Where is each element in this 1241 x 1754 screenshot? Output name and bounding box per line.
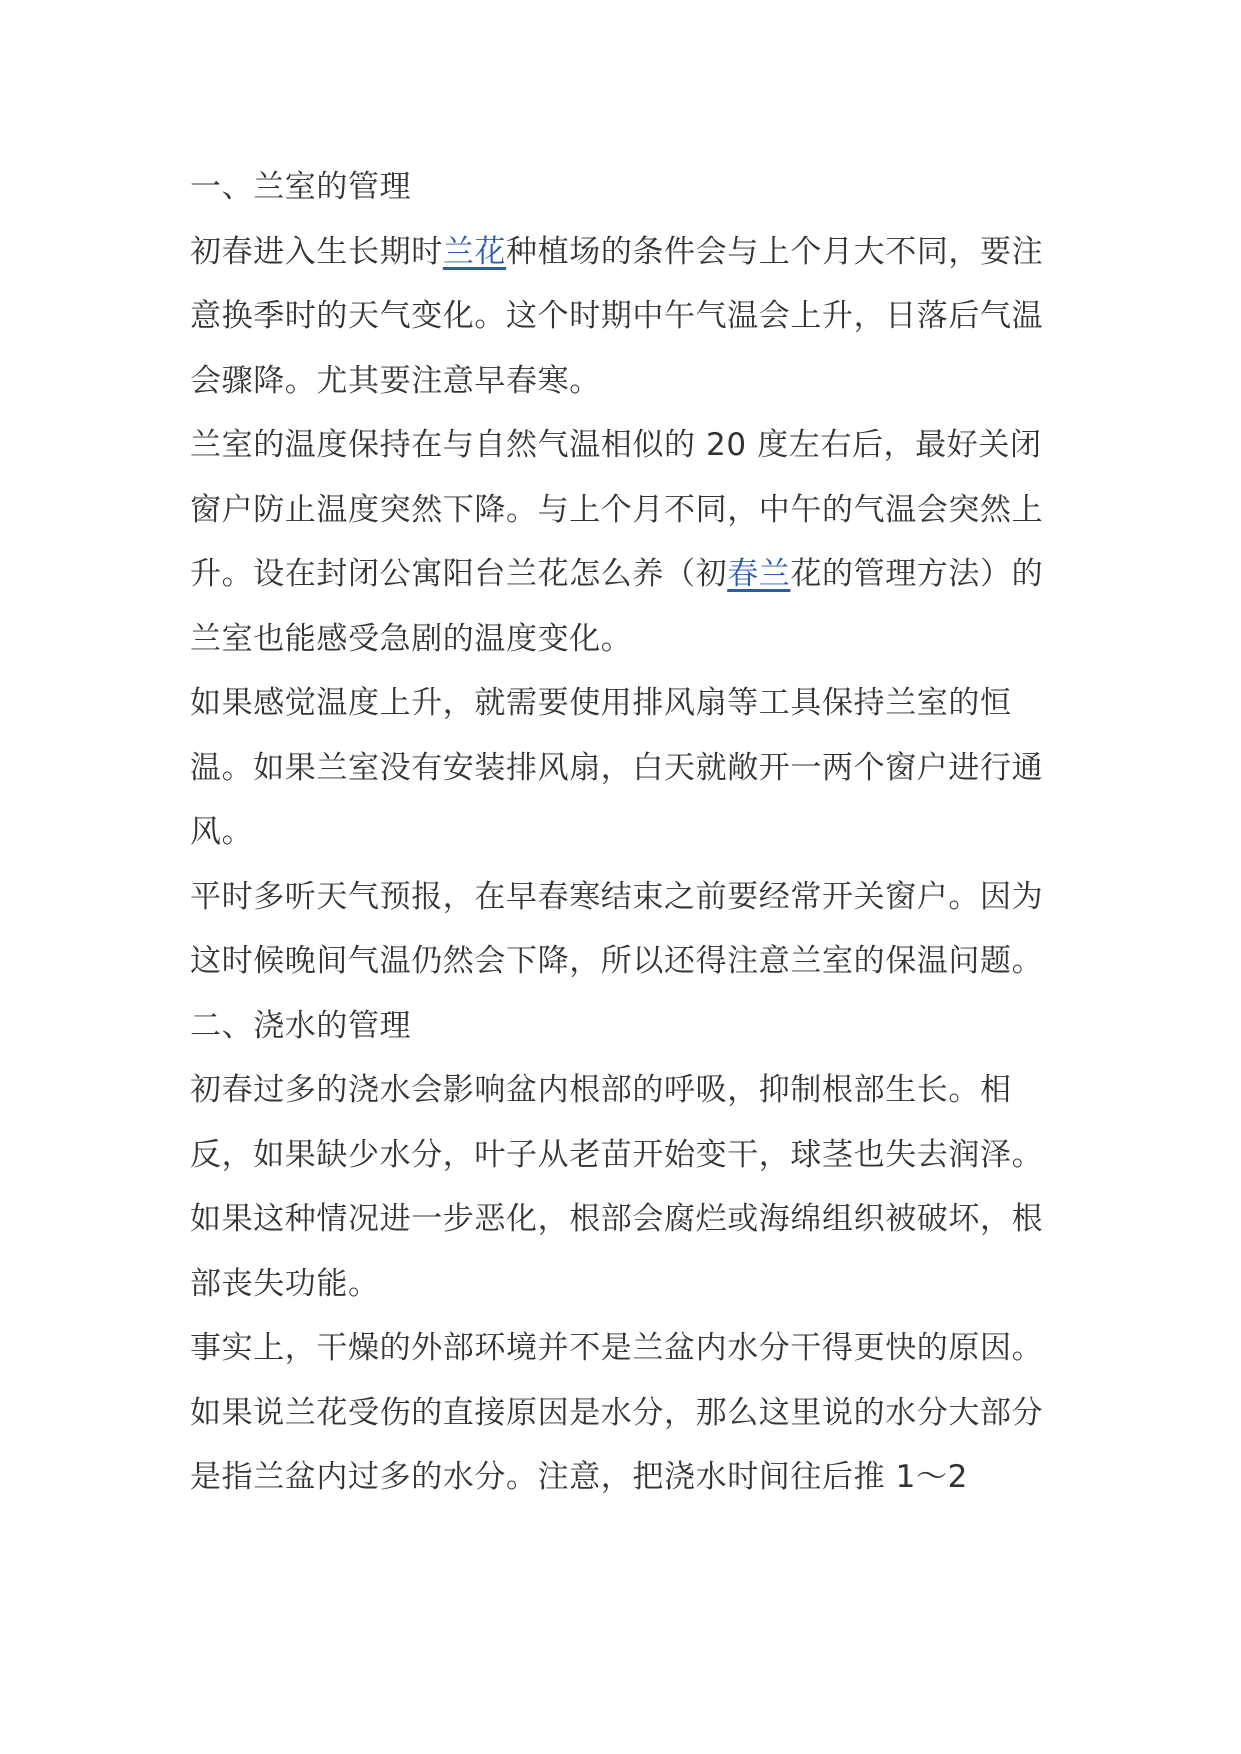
paragraph-room-temperature — [190, 413, 1070, 671]
paragraph-weather-forecast: 平时多听天气预报，在早春寒结束之前要经常开关窗户。因为这时候晚间气温仍然会下降，所以还得注意兰室的保温问题。 — [190, 878, 1044, 979]
paragraph-text: 兰室的温度保持在与自然气温相似的 20 度左右后，最好关闭窗户防止温度突然下降。与上个月不同，中午的气温会突然上升。设在封闭公寓阳台兰花怎么养（初 — [190, 427, 1044, 592]
section-heading-room-management: 一、兰室的管理 — [190, 169, 412, 205]
paragraph-text: 花的管理方法）的兰室也能感受急剧的温度变化。 — [190, 556, 1044, 657]
spring-orchid-link[interactable]: 春兰 — [727, 556, 791, 592]
paragraph-text: 初春进入生长期时 — [190, 233, 443, 270]
document-body — [190, 155, 1070, 1510]
orchid-link[interactable]: 兰花 — [442, 233, 507, 270]
paragraph-overwatering: 初春过多的浇水会影响盆内根部的呼吸，抑制根部生长。相反，如果缺少水分，叶子从老苗开始变干，球茎也失去润泽。如果这种情况进一步恶化，根部会腐烂或海绵组织被破坏，根部丧失功能。 — [190, 1072, 1044, 1302]
paragraph-text: 种植场的条件会与上个月大不同，要注意换季时的天气变化。这个时期中午气温会上升，日落后气温会骤降。尤其要注意早春寒。 — [190, 233, 1044, 399]
section-heading-watering-management: 二、浇水的管理 — [190, 1007, 412, 1044]
paragraph-early-spring — [190, 220, 1070, 414]
paragraph-ventilation: 如果感觉温度上升，就需要使用排风扇等工具保持兰室的恒温。如果兰室没有安装排风扇，白天就敞开一两个窗户进行通风。 — [190, 685, 1044, 850]
paragraph-dry-environment: 事实上，干燥的外部环境并不是兰盆内水分干得更快的原因。如果说兰花受伤的直接原因是水分，那么这里说的水分大部分是指兰盆内过多的水分。注意，把浇水时间往后推 1～2 — [190, 1330, 1044, 1495]
